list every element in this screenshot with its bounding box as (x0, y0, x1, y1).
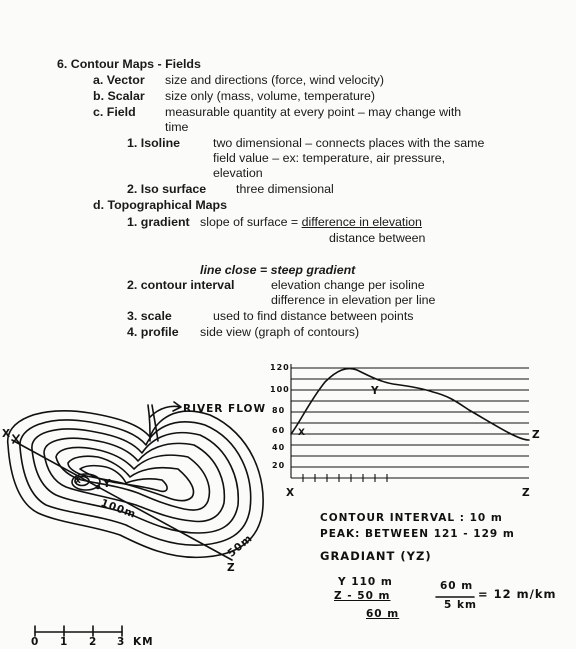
river-flow-label: RIVER FLOW (183, 403, 267, 415)
vector-label: a. Vector (93, 73, 145, 87)
vector-text: size and directions (force, wind velocity) (165, 73, 384, 87)
y-tick-40: 40 (272, 443, 286, 452)
scale-unit: KM (133, 636, 154, 648)
fraction-numerator: 60 m (440, 580, 474, 592)
isoline-text-1: two dimensional – connects places with the same (213, 136, 485, 150)
calc-y-elevation: Y 110 m (338, 576, 393, 588)
map-point-z: Z (227, 562, 236, 574)
scale-tick-2: 2 (89, 636, 98, 648)
steep-gradient-note: line close = steep gradient (200, 263, 356, 277)
calc-z-elevation: Z - 50 m (334, 590, 391, 602)
field-text-2: time (165, 120, 189, 134)
y-tick-80: 80 (272, 406, 286, 415)
section-heading: 6. Contour Maps - Fields (57, 57, 201, 71)
field-text-1: measurable quantity at every point – may change with (165, 105, 462, 119)
fraction-denominator: 5 km (444, 599, 477, 611)
isosurface-text: three dimensional (236, 182, 334, 196)
map-point-y: Y (103, 478, 112, 490)
scale-tick-3: 3 (117, 636, 126, 648)
y-tick-60: 60 (272, 426, 286, 435)
isosurface-label: 2. Iso surface (127, 182, 207, 196)
profile-axis-z-end: Z (522, 487, 531, 499)
scale-label: 3. scale (127, 309, 172, 323)
isoline-label: 1. Isoline (127, 136, 181, 150)
profile-axis-x-start: X (286, 487, 296, 499)
profile-point-x-line: X (298, 428, 306, 438)
peak-marker: x (75, 476, 82, 486)
scale-text: used to find distance between points (213, 309, 414, 323)
gradient-title: GRADIANT (YZ) (320, 549, 432, 563)
contour-interval-text-1: elevation change per isoline (271, 278, 425, 292)
profile-label: 4. profile (127, 325, 179, 339)
scalar-label: b. Scalar (93, 89, 145, 103)
gradient-denominator: distance between (329, 231, 426, 245)
contour-interval-answer: CONTOUR INTERVAL : 10 m (320, 512, 503, 524)
scale-bar (30, 622, 130, 642)
profile-point-z-line: Z (532, 429, 541, 441)
profile-point-y: Y (371, 385, 380, 397)
profile-text: side view (graph of contours) (200, 325, 360, 339)
contour-interval-label: 2. contour interval (127, 278, 235, 292)
scalar-text: size only (mass, volume, temperature) (165, 89, 376, 103)
gradient-text: slope of surface = difference in elevation (200, 215, 422, 229)
isoline-text-3: elevation (213, 166, 263, 180)
contour-map (0, 385, 290, 645)
topographical-label: d. Topographical Maps (93, 198, 228, 212)
contour-interval-text-2: difference in elevation per line (271, 293, 436, 307)
isoline-text-2: field value – ex: temperature, air pressure, (213, 151, 446, 165)
y-tick-20: 20 (272, 461, 286, 470)
contour-label-50m: 50m (225, 532, 256, 560)
scale-tick-1: 1 (60, 636, 69, 648)
profile-graph (285, 362, 535, 492)
calc-difference: 60 m (366, 608, 400, 620)
scale-tick-0: 0 (31, 636, 40, 648)
gradient-numerator: difference in elevation (301, 215, 422, 229)
gradient-result: = 12 m/km (478, 587, 557, 601)
y-tick-100: 100 (270, 385, 290, 394)
contour-label-100m: 100m (99, 497, 138, 521)
map-point-x: X (2, 428, 12, 440)
field-label: c. Field (93, 105, 136, 119)
gradient-label: 1. gradient (127, 215, 190, 229)
peak-answer: PEAK: BETWEEN 121 - 129 m (320, 528, 515, 540)
y-tick-120: 120 (270, 363, 290, 372)
